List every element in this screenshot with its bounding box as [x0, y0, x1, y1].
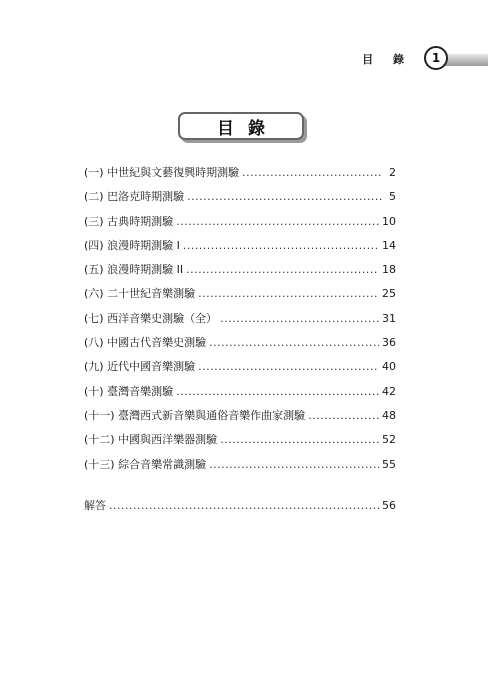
toc-dot-leader [183, 234, 379, 258]
toc-entry-label: (四) 浪漫時期測驗 I [84, 238, 180, 252]
toc-entry-page: 5 [389, 190, 396, 204]
toc-entry-page: 36 [382, 336, 396, 350]
toc-entry-label: (十三) 綜合音樂常識測驗 [84, 457, 207, 471]
toc-entry-label: (二) 巴洛克時期測驗 [84, 190, 185, 204]
toc-entry-page: 25 [382, 287, 396, 301]
toc-entry[interactable] [84, 380, 396, 404]
toc-entry-label: (七) 西洋音樂史測驗（全） [84, 311, 218, 325]
toc-entry[interactable] [84, 185, 396, 209]
toc-dot-leader [209, 453, 379, 477]
toc-entry-answers[interactable] [84, 494, 396, 518]
toc-dot-leader [176, 380, 379, 404]
toc-entry-label: (八) 中國古代音樂史測驗 [84, 336, 207, 350]
toc-dot-leader [186, 258, 379, 282]
running-header [348, 44, 488, 76]
toc-entry[interactable] [84, 161, 396, 185]
toc-entry-label: (五) 浪漫時期測驗 II [84, 263, 184, 277]
toc-entry[interactable] [84, 453, 396, 477]
toc-dot-leader [220, 428, 379, 452]
toc-entry-page: 2 [389, 166, 396, 179]
toc-dot-leader [187, 185, 383, 209]
toc-entry-label: (十一) 臺灣西式新音樂與通俗音樂作曲家測驗 [84, 408, 306, 422]
toc-entry[interactable] [84, 307, 396, 331]
toc-entry-page: 48 [382, 408, 396, 422]
toc-entry[interactable] [84, 234, 396, 258]
toc-entry-label: (六) 二十世紀音樂測驗 [84, 287, 196, 301]
toc-answers-section [84, 494, 396, 518]
toc-entry-label: (十二) 中國與西洋樂器測驗 [84, 433, 218, 447]
toc-entry-page: 52 [382, 433, 396, 447]
toc-entry-page: 31 [382, 311, 396, 325]
page-number-badge: 1 [424, 46, 448, 70]
toc-entry[interactable] [84, 404, 396, 428]
toc-dot-leader [220, 307, 379, 331]
toc-entry-label: (一) 中世紀與文藝復興時期測驗 [84, 166, 240, 179]
toc-entry-page: 10 [382, 214, 396, 228]
toc-dot-leader [209, 331, 379, 355]
toc-dot-leader [198, 282, 379, 306]
title-box [178, 112, 304, 140]
toc-entry-label: (三) 古典時期測驗 [84, 214, 174, 228]
toc-answers-label: 解答 [84, 499, 106, 512]
toc-entry[interactable] [84, 331, 396, 355]
toc-entry[interactable] [84, 355, 396, 379]
toc-dot-leader [308, 404, 379, 428]
toc-entry-page: 55 [382, 457, 396, 471]
toc-entry-label: (十) 臺灣音樂測驗 [84, 384, 174, 398]
toc-entry-page: 14 [382, 238, 396, 252]
toc-dot-leader [242, 161, 383, 185]
toc-dot-leader [109, 494, 379, 518]
toc-entry[interactable] [84, 258, 396, 282]
toc-entry-page: 42 [382, 384, 396, 398]
toc-entry[interactable] [84, 210, 396, 234]
table-of-contents [84, 161, 396, 477]
toc-entry-page: 18 [382, 263, 396, 277]
toc-entry-label: (九) 近代中國音樂測驗 [84, 360, 196, 374]
toc-entry[interactable] [84, 282, 396, 306]
header-section-label: 目 錄 [362, 53, 412, 66]
toc-entry[interactable] [84, 428, 396, 452]
page-title: 目錄 [217, 118, 279, 139]
toc-answers-page: 56 [382, 499, 396, 512]
toc-dot-leader [198, 355, 379, 379]
toc-dot-leader [176, 210, 379, 234]
toc-entry-page: 40 [382, 360, 396, 374]
